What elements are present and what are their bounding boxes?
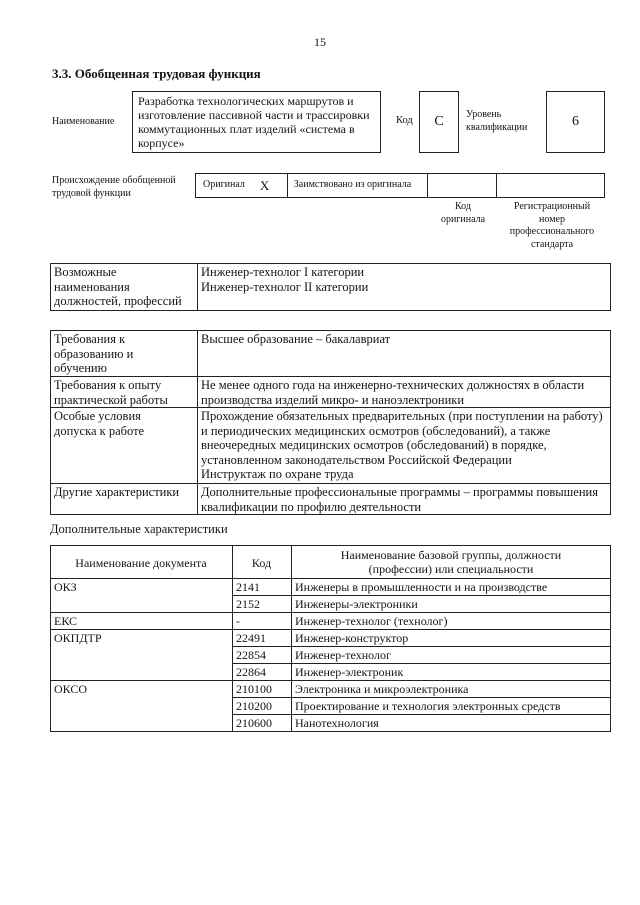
- header-group-name: Наименование базовой группы, должности (профессии) или специальности: [292, 546, 611, 579]
- requirement-row: [51, 377, 611, 408]
- requirement-row: [51, 484, 611, 515]
- requirement-text: Не менее одного года на инженерно-технических должностях в области производства изделий микро- и наноэлектроники: [201, 378, 585, 407]
- requirement-row: [51, 331, 611, 377]
- positions-table: [50, 263, 611, 311]
- function-code-value: С: [434, 114, 444, 129]
- origin-original-mark: X: [259, 177, 270, 193]
- code-cell: 2141: [233, 579, 292, 596]
- requirement-text: Инструктаж по охране труда: [201, 467, 354, 481]
- code-cell: 22864: [233, 664, 292, 681]
- group-name-cell: Инженер-технолог (технолог): [292, 613, 611, 630]
- requirements-table: [50, 330, 611, 515]
- document-name-cell: ОКСО: [51, 681, 233, 732]
- code-cell: 210600: [233, 715, 292, 732]
- requirement-label: Требования к образованию и обучению: [51, 331, 198, 377]
- table-row: [51, 613, 611, 630]
- code-cell: -: [233, 613, 292, 630]
- qualification-level-label: Уровень квалификации: [466, 109, 528, 133]
- section-heading: 3.3. Обобщенная трудовая функция: [52, 66, 261, 81]
- code-cell: 210100: [233, 681, 292, 698]
- document-name-cell: ЕКС: [51, 613, 233, 630]
- position-item: Инженер-технолог I категории: [201, 265, 365, 279]
- function-code-label: Код: [396, 115, 413, 126]
- origin-code-caption: Код оригинала: [440, 201, 486, 225]
- origin-borrowed-label: Заимствовано из оригинала: [293, 179, 412, 191]
- group-name-cell: Электроника и микроэлектроника: [292, 681, 611, 698]
- page-number: 15: [314, 35, 326, 49]
- requirement-label: Требования к опыту практической работы: [51, 377, 198, 408]
- code-cell: 2152: [233, 596, 292, 613]
- table-header-row: [51, 546, 611, 579]
- group-name-cell: Инженеры в промышленности и на производстве: [292, 579, 611, 596]
- position-item: Инженер-технолог II категории: [201, 279, 369, 294]
- document-name-cell: ОКЗ: [51, 579, 233, 613]
- table-row: [51, 630, 611, 647]
- function-name-label: Наименование: [52, 116, 115, 127]
- group-name-cell: Проектирование и технология электронных средств: [292, 698, 611, 715]
- requirement-value: [198, 377, 611, 408]
- group-name-cell: Инженер-технолог: [292, 647, 611, 664]
- code-cell: 210200: [233, 698, 292, 715]
- requirement-label: Другие характеристики: [51, 484, 198, 515]
- group-name-cell: Инженер-конструктор: [292, 630, 611, 647]
- code-cell: 22854: [233, 647, 292, 664]
- origin-code-cell: [427, 173, 497, 198]
- header-document: Наименование документа: [51, 546, 233, 579]
- group-name-cell: Инженер-электроник: [292, 664, 611, 681]
- requirement-text: Прохождение обязательных предварительных (при поступлении на работу) и периодических медицинских осмотров (обследований), а также внеочередных медицинских осмотров (обследований) в порядке, установленном законодательством Российской Федерации: [201, 409, 603, 467]
- group-name-cell: Инженеры-электроники: [292, 596, 611, 613]
- origin-row: [195, 173, 605, 198]
- requirement-text: Высшее образование – бакалавриат: [201, 332, 391, 346]
- qualification-level-value: 6: [572, 114, 579, 129]
- positions-row: [51, 264, 611, 311]
- classifier-table: [50, 545, 611, 732]
- additional-title: Дополнительные характеристики: [50, 522, 228, 536]
- positions-label: Возможные наименования должностей, профессий: [51, 264, 198, 311]
- origin-borrowed-cell: [287, 173, 429, 198]
- origin-registration-cell: [496, 173, 605, 198]
- origin-original-label: Оригинал: [203, 179, 245, 191]
- requirement-text: Дополнительные профессиональные программы – программы повышения квалификации по профилю деятельности: [201, 485, 598, 514]
- origin-original-cell: [195, 173, 288, 198]
- origin-registration-caption: Регистрационный номер профессионального стандарта: [509, 201, 595, 250]
- code-cell: 22491: [233, 630, 292, 647]
- document-name-cell: ОКПДТР: [51, 630, 233, 681]
- requirement-row: [51, 408, 611, 484]
- header-code: Код: [233, 546, 292, 579]
- requirement-value: [198, 331, 611, 377]
- requirement-label: Особые условия допуска к работе: [51, 408, 198, 484]
- requirement-value: [198, 408, 611, 484]
- function-name-box: Разработка технологических маршрутов и изготовление пассивной части и трассировки коммутационных плат изделий «система в корпусе»: [132, 91, 381, 153]
- group-name-cell: Нанотехнология: [292, 715, 611, 732]
- function-code-box: [419, 91, 459, 153]
- table-row: [51, 681, 611, 698]
- requirement-value: [198, 484, 611, 515]
- table-row: [51, 579, 611, 596]
- origin-label: Происхождение обобщенной трудовой функции: [52, 175, 176, 199]
- qualification-level-box: [546, 91, 605, 153]
- positions-list: [198, 264, 611, 311]
